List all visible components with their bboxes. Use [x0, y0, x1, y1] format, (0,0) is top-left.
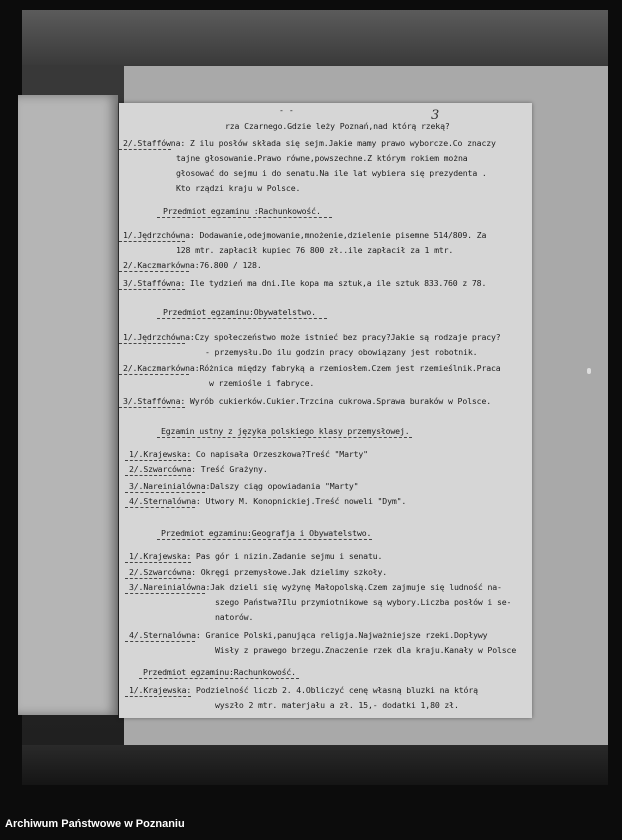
text-line: 128 mtr. zapłacił kupiec 76 800 zł..ile zapłacił za 1 mtr.: [176, 245, 454, 255]
underline: [125, 507, 195, 508]
underline: [119, 241, 185, 242]
left-sheet: [18, 95, 118, 715]
text-line: natorów.: [215, 612, 254, 622]
text-line: 1/.Krajewska: Pas gór i nizin.Zadanie sejmu i senatu.: [129, 551, 383, 561]
text-line: 3/.Staffówna: Wyrób cukierków.Cukier.Trzcina cukrowa.Sprawa buraków w Polsce.: [123, 396, 492, 406]
underline: [119, 289, 185, 290]
underline: [119, 149, 171, 150]
underline: [119, 374, 189, 375]
text-line: 2/.Szwarcówna: Treść Grażyny.: [129, 464, 268, 474]
underline: [119, 343, 185, 344]
text-line: w rzemiośle i fabryce.: [209, 378, 315, 388]
underline: [125, 492, 205, 493]
underline: [119, 271, 189, 272]
page-dash: - -: [279, 105, 294, 115]
text-line: 1/.Jędrzchówna: Dodawanie,odejmowanie,mnożenie,dzielenie pisemne 514/809. Za: [123, 230, 487, 240]
page-number: 3: [431, 108, 440, 123]
text-line: Przedmiot egzaminu:Geografja i Obywatelstwo.: [161, 528, 372, 538]
underline: [125, 641, 195, 642]
document-page: [119, 103, 532, 718]
scanner-bottom-band: [22, 745, 608, 785]
underline: [125, 593, 205, 594]
text-line: 2/.Szwarcówna: Okręgi przemysłowe.Jak dzielimy szkoły.: [129, 567, 388, 577]
underline: [125, 460, 191, 461]
archive-caption: Archiwum Państwowe w Poznaniu: [5, 818, 185, 830]
text-line: tajne głosowanie.Prawo równe,powszechne.Z którym rokiem można: [176, 153, 468, 163]
underline: [119, 407, 185, 408]
text-line: 2/.Staffówna: Z ilu posłów składa się sejm.Jakie mamy prawo wyborcze.Co znaczy: [123, 138, 496, 148]
text-line: Wisły z prawego brzegu.Znaczenie rzek dla kraju.Kanały w Polsce: [215, 645, 517, 655]
underline: [125, 578, 191, 579]
text-line: szego Państwa?Ilu przymiotnikowe są wybory.Liczba posłów i se-: [215, 597, 512, 607]
underline: [157, 539, 372, 540]
text-line: 4/.Sternalówna: Granice Polski,panująca religja.Najważniejsze rzeki.Dopływy: [129, 630, 488, 640]
dust-speck: [587, 368, 591, 374]
text-line: wyszło 2 mtr. materjału a zł. 15,- dodatki 1,80 zł.: [215, 700, 459, 710]
underline: [157, 217, 332, 218]
text-line: głosować do sejmu i do senatu.Na ile lat wybiera się prezydenta .: [176, 168, 487, 178]
text-line: Przedmiot egzaminu:Rachunkowość.: [143, 667, 296, 677]
underline: [125, 696, 191, 697]
underline: [139, 678, 299, 679]
text-line: 3/.Staffówna: Ile tydzień ma dni.Ile kopa ma sztuk,a ile sztuk 833.760 z 78.: [123, 278, 487, 288]
text-line: Kto rządzi kraju w Polsce.: [176, 183, 301, 193]
text-line: 3/.Nareinialówna:Jak dzieli się wyżynę Małopolską.Czem zajmuje się ludność na-: [129, 582, 502, 592]
underline: [157, 437, 412, 438]
text-line: - przemysłu.Do ilu godzin pracy obowiązany jest robotnik.: [205, 347, 478, 357]
text-line: 1/.Krajewska: Podzielność liczb 2. 4.Obliczyć cenę własną bluzki na którą: [129, 685, 478, 695]
scanner-top-band: [22, 10, 608, 65]
text-line: 1/.Jędrzchówna:Czy społeczeństwo może istnieć bez pracy?Jakie są rodzaje pracy?: [123, 332, 501, 342]
text-line: 2/.Kaczmarkówna:Różnica między fabryką a rzemiosłem.Czem jest rzemieślnik.Praca: [123, 363, 501, 373]
text-line: rza Czarnego.Gdzie leży Poznań,nad którą rzeką?: [225, 121, 450, 131]
text-line: 2/.Kaczmarkówna:76.800 / 128.: [123, 260, 262, 270]
text-line: Egzamin ustny z języka polskiego klasy przemysłowej.: [161, 426, 410, 436]
text-line: 3/.Nareinialówna:Dalszy ciąg opowiadania "Marty": [129, 481, 359, 491]
underline: [125, 475, 191, 476]
underline: [125, 562, 191, 563]
text-line: 1/.Krajewska: Co napisała Orzeszkowa?Treść "Marty": [129, 449, 368, 459]
underline: [157, 318, 327, 319]
text-line: 4/.Sternalówna: Utwory M. Konopnickiej.Treść noweli "Dym".: [129, 496, 407, 506]
text-line: Przedmiot egzaminu:Obywatelstwo.: [163, 307, 316, 317]
text-line: Przedmiot egzaminu :Rachunkowość.: [163, 206, 321, 216]
